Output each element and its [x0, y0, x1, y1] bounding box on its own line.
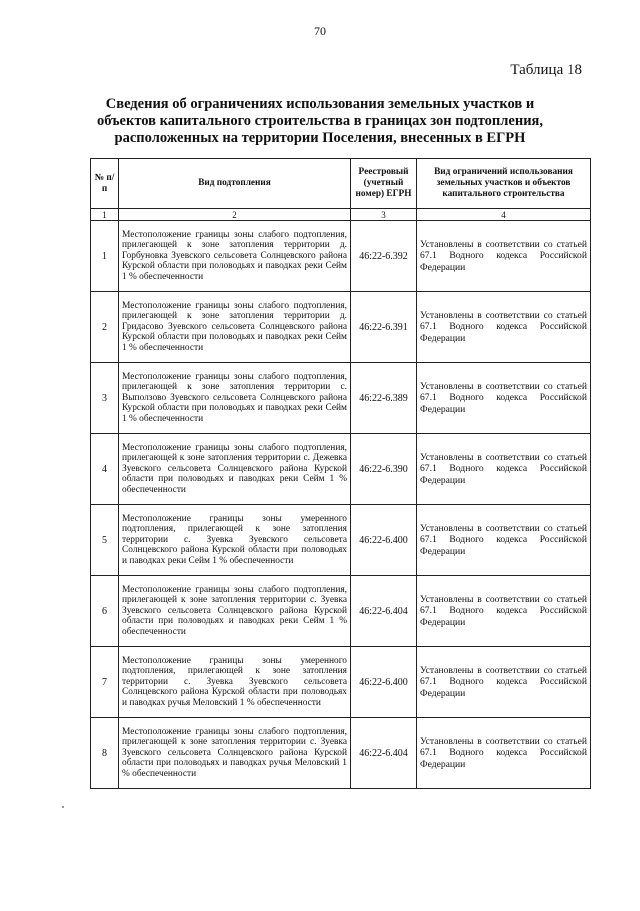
column-number: 3 — [351, 209, 417, 221]
column-number-row — [91, 209, 591, 221]
header-type: Вид подтопления — [119, 159, 351, 209]
row-restriction: Установлены в соответствии со статьей 67.1 Водного кодекса Российской Федерации — [417, 292, 591, 363]
row-description: Местоположение границы зоны слабого подтопления, прилегающей к зоне затопления территории с. Выползово Зуевского сельсовета Солнцевского района Курской области при половодьях и паводках реки Сейм 1 % обеспеченности — [119, 363, 351, 434]
row-number: 1 — [91, 221, 119, 292]
table-row — [91, 434, 591, 505]
row-registry-number: 46:22-6.400 — [351, 647, 417, 718]
column-number: 2 — [119, 209, 351, 221]
row-restriction: Установлены в соответствии со статьей 67.1 Водного кодекса Российской Федерации — [417, 221, 591, 292]
row-registry-number: 46:22-6.389 — [351, 363, 417, 434]
row-description: Местоположение границы зоны слабого подтопления, прилегающей к зоне затопления территории д. Горбуновка Зуевского сельсовета Солнцевского района Курской области при половодьях и паводках реки Сейм 1 % обеспеченности — [119, 221, 351, 292]
row-description: Местоположение границы зоны умеренного подтопления, прилегающей к зоне затопления территории с. Зуевка Зуевского сельсовета Солнцевского района Курской области при половодьях и паводках реки Сейм 1 % обеспеченности — [119, 505, 351, 576]
table-row — [91, 363, 591, 434]
title-line: Сведения об ограничениях использования земельных участков и — [105, 96, 535, 112]
table-row — [91, 221, 591, 292]
column-number: 4 — [417, 209, 591, 221]
header-restriction: Вид ограничений использования земельных участков и объектов капитального строительства — [417, 159, 591, 209]
row-registry-number: 46:22-6.400 — [351, 505, 417, 576]
table-row — [91, 647, 591, 718]
document-title — [70, 96, 570, 147]
row-restriction: Установлены в соответствии со статьей 67.1 Водного кодекса Российской Федерации — [417, 363, 591, 434]
header-registry: Реестровый (учетный номер) ЕГРН — [351, 159, 417, 209]
row-description: Местоположение границы зоны слабого подтопления, прилегающей к зоне затопления территории с. Зуевка Зуевского сельсовета Солнцевского района Курской области при половодьях и паводках реки Сейм 1 % обеспеченности — [119, 576, 351, 647]
title-line: расположенных на территории Поселения, внесенных в ЕГРН — [114, 130, 526, 146]
table-row — [91, 576, 591, 647]
row-number: 7 — [91, 647, 119, 718]
row-description: Местоположение границы зоны слабого подтопления, прилегающей к зоне затопления территории с. Дежевка Зуевского сельсовета Солнцевского района Курской области при половодьях и паводках реки Сейм 1 % обеспеченности — [119, 434, 351, 505]
row-registry-number: 46:22-6.404 — [351, 718, 417, 789]
header-num: № п/п — [91, 159, 119, 209]
column-number: 1 — [91, 209, 119, 221]
table-row — [91, 292, 591, 363]
scan-speck — [62, 806, 64, 808]
row-registry-number: 46:22-6.391 — [351, 292, 417, 363]
table-row — [91, 505, 591, 576]
row-number: 6 — [91, 576, 119, 647]
row-number: 3 — [91, 363, 119, 434]
table-row — [91, 718, 591, 789]
row-registry-number: 46:22-6.390 — [351, 434, 417, 505]
row-number: 5 — [91, 505, 119, 576]
row-registry-number: 46:22-6.392 — [351, 221, 417, 292]
row-restriction: Установлены в соответствии со статьей 67.1 Водного кодекса Российской Федерации — [417, 647, 591, 718]
row-restriction: Установлены в соответствии со статьей 67.1 Водного кодекса Российской Федерации — [417, 576, 591, 647]
table-label: Таблица 18 — [510, 62, 582, 78]
header-row — [91, 159, 591, 209]
row-number: 4 — [91, 434, 119, 505]
row-restriction: Установлены в соответствии со статьей 67.1 Водного кодекса Российской Федерации — [417, 434, 591, 505]
row-restriction: Установлены в соответствии со статьей 67.1 Водного кодекса Российской Федерации — [417, 718, 591, 789]
row-registry-number: 46:22-6.404 — [351, 576, 417, 647]
row-description: Местоположение границы зоны слабого подтопления, прилегающей к зоне затопления территории с. Зуевка Зуевского сельсовета Солнцевского района Курской области при половодьях и паводках ручья Меловский 1 % обеспеченности — [119, 718, 351, 789]
row-restriction: Установлены в соответствии со статьей 67.1 Водного кодекса Российской Федерации — [417, 505, 591, 576]
restrictions-table — [90, 158, 591, 789]
title-line: объектов капитального строительства в границах зон подтопления, — [96, 113, 544, 129]
row-description: Местоположение границы зоны умеренного подтопления, прилегающей к зоне затопления территории с. Зуевка Зуевского сельсовета Солнцевского района Курской области при половодьях и паводках ручья Меловский 1 % обеспеченности — [119, 647, 351, 718]
row-description: Местоположение границы зоны слабого подтопления, прилегающей к зоне затопления территории д. Гридасово Зуевского сельсовета Солнцевского района Курской области при половодьях и паводках реки Сейм 1 % обеспеченности — [119, 292, 351, 363]
row-number: 2 — [91, 292, 119, 363]
row-number: 8 — [91, 718, 119, 789]
page-number: 70 — [314, 24, 326, 38]
